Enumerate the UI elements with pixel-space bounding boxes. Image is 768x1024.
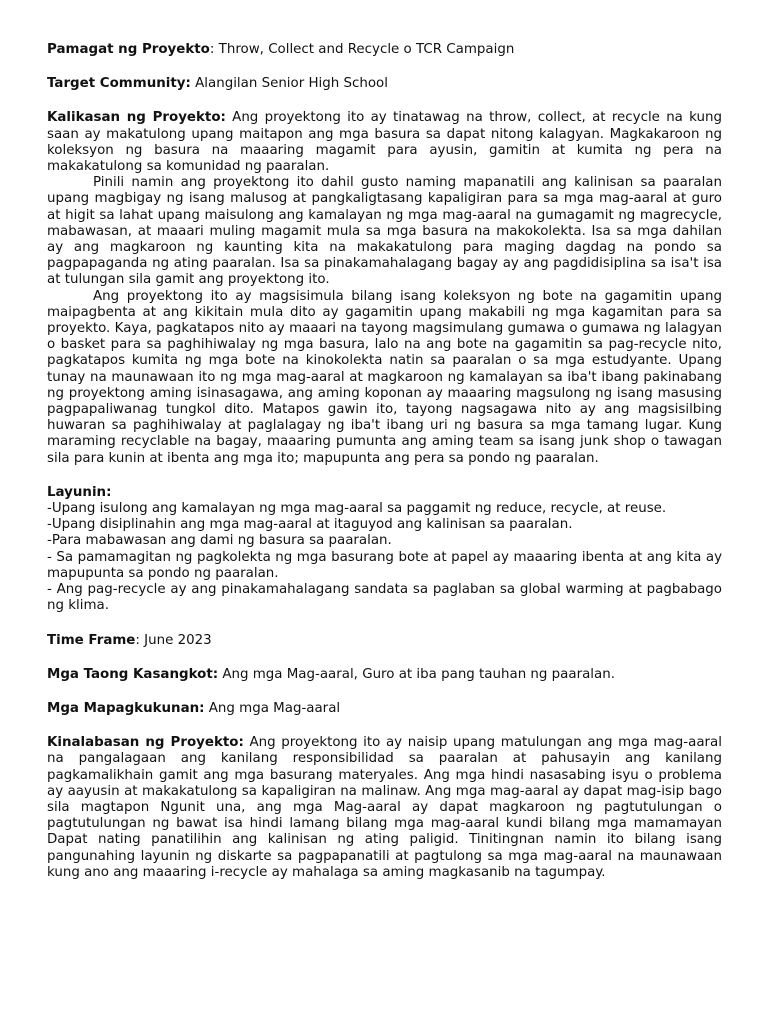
project-nature-paragraph-2: Pinili namin ang proyektong ito dahil gusto naming mapanatili ang kalinisan sa paaralan upang magbigay ng isang malusog at pangkaligtasang kapaligiran para sa mga mag-aaral at guro at higit sa lahat upang maisulong ang kamalayan ng mga mag-aaral na gumagamit ng magrecycle, mabawasan, at maaari muling magamit mula sa mga basura na makokolekta. Isa sa mga dahilan ay ang magkaroon ng kaunting kita na makakatulong para maging dagdag na pondo sa pagpapaganda ng ating paaralan. Isa sa pinakamahalagang bagay ay ang pagdidisiplina sa isa't isa at tulungan sila gamit ang proyektong ito. bbox=[47, 175, 722, 288]
target-community-field bbox=[47, 76, 722, 92]
time-frame-value: : June 2023 bbox=[135, 632, 212, 648]
time-frame-label: Time Frame bbox=[47, 632, 136, 648]
people-involved-label: Mga Taong Kasangkot: bbox=[47, 666, 219, 682]
project-nature-section bbox=[47, 110, 722, 466]
project-outcome-value: Ang proyektong ito ay naisip upang matulungan ang mga mag-aaral na pangalagaan ang kanilang responsibilidad sa paaralan at pahusayin ang kanilang pagkamalikhain gamit ang mga basurang materyales. Ang mga hindi nasasabing isyu o problema ay aayusin at makakatulong sa kapaligiran na malinaw. Ang mga mag-aaral ay dapat mag-isip bago sila magtapon Ngunit una, ang mga Mag-aaral ay dapat magkaroon ng pagtutulungan o pagtutulungan ng bawat isa hindi lamang bilang mga mag-aaral kundi bilang mga mamamayan Dapat nating panatilihin ang kalinisan ng ating paligid. Tinitingnan namin ito bilang isang pangunahing layunin ng diskarte sa pagpapanatili at pagtulong sa mga mag-aaral na maunawaan kung ano ang maaaring i-recycle ay mahalaga sa aming magkasanib na tagumpay. bbox=[47, 735, 722, 880]
objective-item: -Upang disiplinahin ang mga mag-aaral at itaguyod ang kalinisan sa paaralan. bbox=[47, 517, 573, 533]
project-outcome-label: Kinalabasan ng Proyekto: bbox=[47, 735, 244, 751]
document-page bbox=[47, 42, 722, 881]
resources-value: Ang mga Mag-aaral bbox=[204, 700, 341, 716]
objectives-section bbox=[47, 485, 722, 615]
people-involved-field bbox=[47, 667, 722, 683]
resources-label: Mga Mapagkukunan: bbox=[47, 700, 205, 716]
people-involved-value: Ang mga Mag-aaral, Guro at iba pang tauhan ng paaralan. bbox=[218, 666, 615, 682]
target-community-label: Target Community: bbox=[47, 76, 191, 92]
project-outcome-field bbox=[47, 735, 722, 881]
project-title-label: Pamagat ng Proyekto bbox=[47, 42, 210, 57]
objectives-label: Layunin: bbox=[47, 484, 112, 500]
target-community-value: Alangilan Senior High School bbox=[190, 76, 388, 92]
objective-item: -Upang isulong ang kamalayan ng mga mag-aaral sa paggamit ng reduce, recycle, at reuse. bbox=[47, 501, 667, 517]
project-nature-intro-text: Ang proyektong ito ay tinatawag na throw, collect, at recycle na kung saan ay makatulong upang maitapon ang mga basura sa dapat nitong kalagyan. Magkakaroon ng koleksyon ng basura na maaaring magamit para ayusin, gamitin at kumita ng pera na makakatulong sa komunidad ng paaralan. bbox=[47, 110, 722, 175]
objective-item: - Ang pag-recycle ay ang pinakamahalagang sandata sa paglaban sa global warming at pagbabago ng klima. bbox=[47, 582, 722, 614]
project-nature-paragraph-3: Ang proyektong ito ay magsisimula bilang isang koleksyon ng bote na gagamitin upang maipagbenta at ang kikitain mula dito ay gagamitin upang makabili ng mga kagamitan para sa proyekto. Kaya, pagkatapos nito ay maaari na tayong magsimulang gumawa o gumawa ng lalagyan o basket para sa paghihiwalay ng mga basura, lalo na ang bote na gagamitin sa pag-recycle nito, pagkatapos kumita ng mga bote na kinokolekta natin sa paaralan o sa mga estudyante. Upang tunay na maunawaan ito ng mga mag-aaral at magkaroon ng kamalayan sa iba't ibang pakinabang ng proyektong aming isinasagawa, ang aming koponan ay maaaring magsulong ng isang masusing pagpapaliwanag tungkol dito. Matapos gawin ito, tayong nagsagawa nito ay ang magsisilbing huwaran sa paghihiwalay at paglalagay ng iba't ibang uri ng basura sa mga tamang lugar. Kung maraming recyclable na bagay, maaaring pumunta ang aming team sa isang junk shop o tawagan sila para kunin at ibenta ang mga ito; mapupunta ang pera sa pondo ng paaralan. bbox=[47, 288, 722, 466]
objective-item: - Sa pamamagitan ng pagkolekta ng mga basurang bote at papel ay maaaring ibenta at ang kita ay mapupunta sa pondo ng paaralan. bbox=[47, 549, 722, 581]
objective-item: -Para mabawasan ang dami ng basura sa paaralan. bbox=[47, 533, 392, 549]
project-nature-label: Kalikasan ng Proyekto: bbox=[47, 110, 226, 126]
project-nature-intro bbox=[47, 110, 722, 175]
project-title-value: : Throw, Collect and Recycle o TCR Campaign bbox=[209, 42, 515, 57]
time-frame-field bbox=[47, 633, 722, 649]
resources-field bbox=[47, 701, 722, 717]
project-title-field bbox=[47, 42, 722, 58]
